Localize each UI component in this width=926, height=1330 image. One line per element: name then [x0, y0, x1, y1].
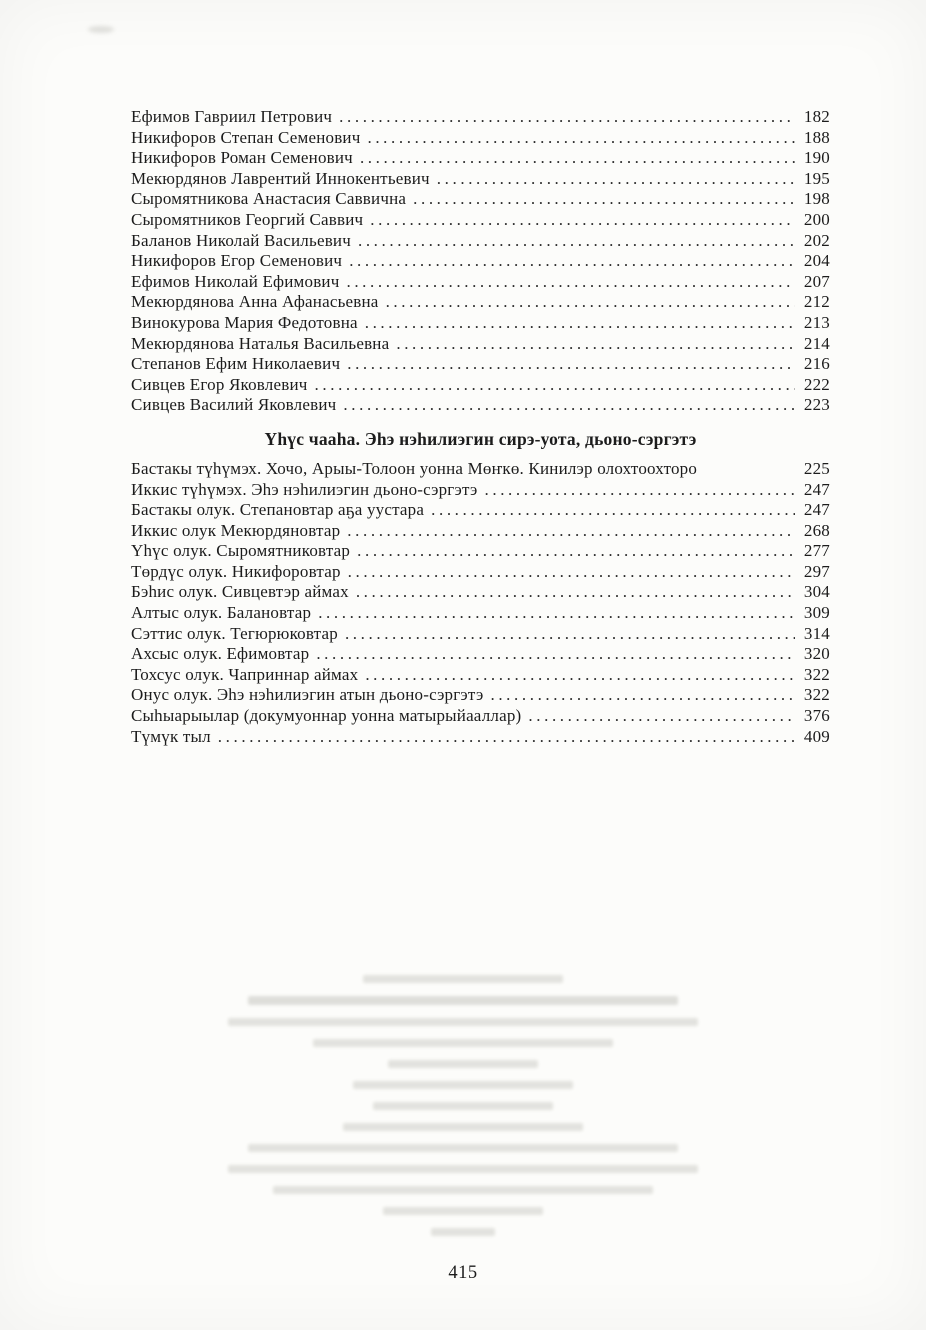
dot-leader [396, 334, 795, 355]
dot-leader [346, 272, 795, 293]
toc-row [131, 480, 830, 501]
toc-entry-title: Онус олук. Эһэ нэһилиэгин атын дьоно-сэргэтэ [131, 685, 484, 705]
chapter-heading: Үһүс чааһа. Эһэ нэһилиэгин сирэ-уота, дьоно-сэргэтэ [264, 428, 697, 449]
toc-row [131, 251, 830, 272]
toc-row [131, 706, 830, 727]
toc-entry-page: 188 [803, 127, 830, 147]
dot-leader [339, 107, 795, 128]
dot-leader [316, 644, 795, 665]
toc-entry-page: 204 [803, 251, 830, 271]
toc-entry-page: 222 [803, 374, 830, 394]
bleed-through-line [228, 1165, 698, 1173]
toc-entry-page: 182 [803, 107, 830, 126]
dot-leader [345, 624, 795, 645]
toc-entry-title: Ефимов Гавриил Петрович [131, 107, 333, 126]
toc-entry-title: Төрдүс олук. Никифоровтар [131, 561, 341, 581]
bleed-through-line [388, 1060, 538, 1068]
toc-entry-title: Сэттис олук. Тегюрюковтар [131, 623, 338, 643]
bleed-through-line [248, 996, 678, 1005]
toc-entry-title: Алтыс олук. Балановтар [131, 603, 312, 623]
dot-leader [528, 706, 795, 727]
toc-entry-title: Никифоров Роман Семенович [131, 148, 353, 168]
toc-entry-title: Никифоров Степан Семенович [131, 127, 361, 147]
bleed-through-line [343, 1123, 583, 1131]
bleed-through-line [431, 1228, 495, 1236]
dot-leader [343, 395, 795, 416]
toc-row [131, 313, 830, 334]
dot-leader [437, 169, 795, 190]
toc-row [131, 541, 830, 562]
dot-leader [413, 189, 795, 210]
toc-row [131, 727, 830, 748]
toc-row [131, 107, 830, 128]
dot-leader [360, 148, 795, 169]
page-number: 415 [448, 1263, 478, 1283]
toc-row [131, 500, 830, 521]
toc-entry-title: Бастакы олук. Степановтар аҕа уустара [131, 500, 425, 520]
bleed-through-line [248, 1144, 678, 1152]
bleed-through-line [363, 975, 563, 983]
toc-entry-page: 268 [803, 520, 830, 540]
toc-section-names [131, 107, 830, 416]
toc-entry-page: 195 [803, 168, 830, 188]
toc-section-chapter-three [131, 459, 830, 747]
toc-entry-title: Бэһис олук. Сивцевтэр аймах [131, 582, 349, 602]
bleed-through-line [273, 1186, 653, 1194]
toc-row [131, 292, 830, 313]
dot-leader [386, 292, 795, 313]
toc-row [131, 644, 830, 665]
toc-row [131, 395, 830, 416]
toc-entry-title: Ахсыс олук. Ефимовтар [131, 644, 310, 664]
toc-entry-page: 376 [803, 706, 830, 726]
toc-entry-page: 322 [803, 664, 830, 684]
toc-entry-page: 223 [803, 395, 830, 415]
toc-entry-page: 216 [803, 354, 830, 374]
toc-row [131, 231, 830, 252]
toc-entry-title: Тохсус олук. Чаприннар аймах [131, 664, 359, 684]
toc-row [131, 354, 830, 375]
scan-artifact [88, 26, 114, 33]
toc-entry-title: Сыромятников Георгий Саввич [131, 209, 364, 229]
toc-entry-title: Баланов Николай Васильевич [131, 230, 351, 250]
toc-row [131, 603, 830, 624]
toc-entry-page: 304 [803, 582, 830, 602]
bleed-through-artifact [0, 975, 926, 1236]
bleed-through-line [383, 1207, 543, 1215]
toc-entry-title: Сивцев Василий Яковлевич [131, 395, 337, 415]
toc-row [131, 210, 830, 231]
table-of-contents [131, 107, 830, 747]
toc-row [131, 128, 830, 149]
toc-row [131, 521, 830, 542]
dot-leader [370, 210, 795, 231]
toc-entry-page: 225 [803, 458, 830, 478]
toc-row [131, 582, 830, 603]
toc-entry-title: Мекюрдянов Лаврентий Иннокентьевич [131, 168, 430, 188]
toc-row [131, 665, 830, 686]
toc-row [131, 375, 830, 396]
toc-row [131, 685, 830, 706]
dot-leader [218, 727, 795, 748]
toc-entry-page: 200 [803, 209, 830, 229]
toc-entry-page: 277 [803, 541, 830, 561]
toc-entry-page: 409 [803, 726, 830, 746]
toc-entry-page: 198 [803, 189, 830, 209]
toc-entry-title: Сыһыарыылар (докумуоннар уонна матырыйааллар) [131, 706, 522, 726]
toc-entry-page: 202 [803, 230, 830, 250]
toc-entry-title: Сивцев Егор Яковлевич [131, 374, 308, 394]
toc-entry-page: 214 [803, 333, 830, 353]
toc-entry-title: Ефимов Николай Ефимович [131, 271, 340, 291]
toc-entry-title: Бастакы түһүмэх. Хочо, Арыы-Толоон уонна Мөҥкө. Кинилэр олохтоохторо [131, 458, 698, 478]
toc-row [131, 562, 830, 583]
toc-entry-page: 212 [803, 292, 830, 312]
dot-leader [356, 582, 795, 603]
bleed-through-line [228, 1018, 698, 1026]
toc-entry-page: 309 [803, 603, 830, 623]
toc-entry-page: 213 [803, 312, 830, 332]
toc-entry-page: 247 [803, 500, 830, 520]
toc-row [131, 148, 830, 169]
dot-leader [358, 231, 795, 252]
dot-leader [315, 375, 795, 396]
bleed-through-line [373, 1102, 553, 1110]
dot-leader [349, 251, 795, 272]
toc-entry-title: Сыромятникова Анастасия Саввична [131, 189, 407, 209]
toc-entry-page: 190 [803, 148, 830, 168]
toc-entry-page: 247 [803, 479, 830, 499]
dot-leader [347, 521, 795, 542]
dot-leader [357, 541, 795, 562]
dot-leader [318, 603, 795, 624]
dot-leader [490, 685, 795, 706]
toc-entry-title: Винокурова Мария Федотовна [131, 312, 358, 332]
toc-entry-page: 314 [803, 623, 830, 643]
bleed-through-line [313, 1039, 613, 1047]
dot-leader [347, 354, 795, 375]
toc-entry-title: Иккис түһүмэх. Эһэ нэһилиэгин дьоно-сэргэтэ [131, 479, 478, 499]
toc-entry-title: Никифоров Егор Семенович [131, 251, 343, 271]
toc-entry-title: Үһүс олук. Сыромятниковтар [131, 541, 351, 561]
toc-entry-page: 322 [803, 685, 830, 705]
toc-entry-title: Мекюрдянова Анна Афанасьевна [131, 292, 379, 312]
bleed-through-line [353, 1081, 573, 1089]
dot-leader [431, 500, 795, 521]
dot-leader [367, 128, 795, 149]
toc-entry-page: 297 [803, 561, 830, 581]
toc-row [131, 334, 830, 355]
dot-leader [365, 665, 795, 686]
toc-row [131, 459, 830, 480]
dot-leader [485, 480, 796, 501]
dot-leader [348, 562, 795, 583]
toc-row [131, 272, 830, 293]
toc-entry-title: Степанов Ефим Николаевич [131, 354, 341, 374]
toc-entry-title: Мекюрдянова Наталья Васильевна [131, 333, 390, 353]
toc-entry-page: 207 [803, 271, 830, 291]
toc-entry-title: Иккис олук Мекюрдяновтар [131, 520, 341, 540]
toc-row [131, 169, 830, 190]
dot-leader [365, 313, 795, 334]
toc-entry-title: Түмүк тыл [131, 726, 211, 746]
toc-row [131, 624, 830, 645]
toc-entry-page: 320 [803, 644, 830, 664]
toc-row [131, 189, 830, 210]
